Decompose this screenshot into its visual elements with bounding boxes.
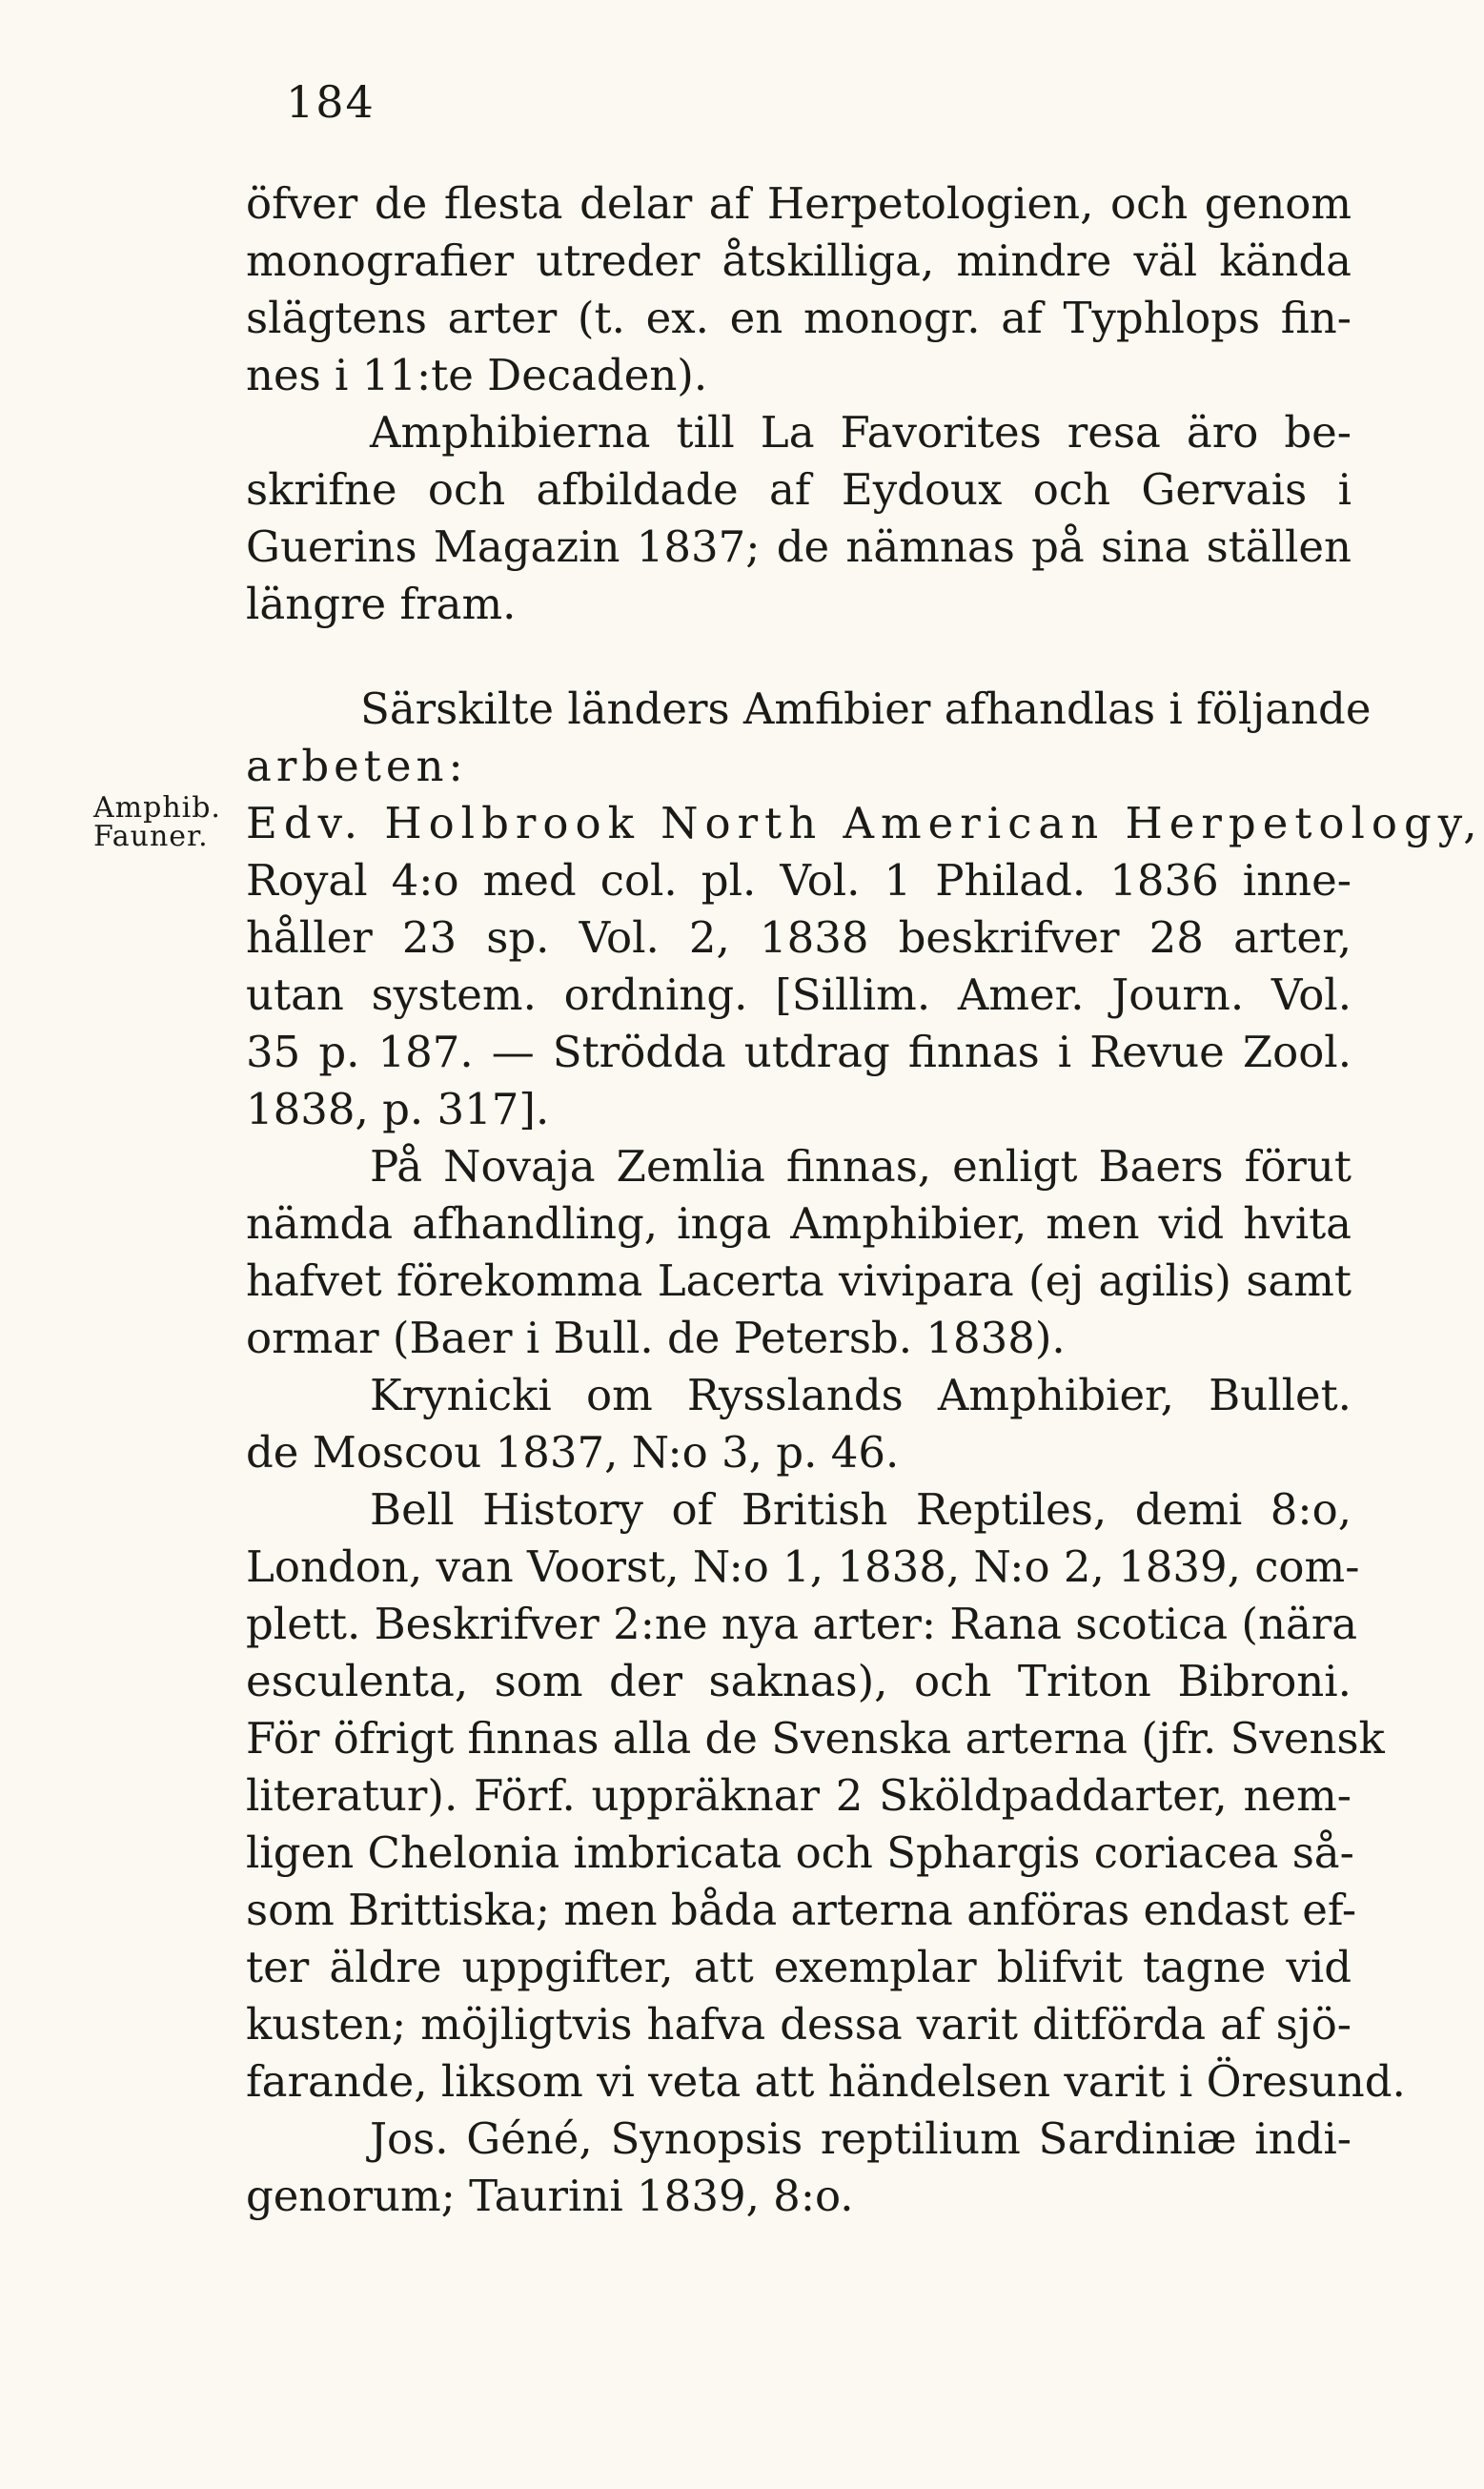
text-line: arbeten: — [246, 741, 468, 791]
text-line: hafvet förekomma Lacerta vivipara (ej agilis) samt — [246, 1255, 1352, 1306]
text-line: literatur). Förf. uppräknar 2 Sköldpaddarter, nem- — [246, 1770, 1352, 1821]
text-line: plett. Beskrifver 2:ne nya arter: Rana scotica (nära — [246, 1599, 1358, 1649]
page-number: 184 — [286, 76, 376, 128]
text-line: utan system. ordning. [Sillim. Amer. Journ. Vol. — [246, 969, 1352, 1020]
margin-note-line: Fauner. — [93, 820, 209, 853]
text-line: som Brittiska; men båda arterna anföras endast ef- — [246, 1885, 1357, 1935]
text-line: London, van Voorst, N:o 1, 1838, N:o 2, 1839, com- — [246, 1541, 1360, 1592]
text-line: kusten; möjligtvis hafva dessa varit ditförda af sjö- — [246, 1999, 1352, 2050]
text-line: farande, liksom vi veta att händelsen varit i Öresund. — [246, 2056, 1406, 2107]
text-line: 35 p. 187. — Strödda utdrag finnas i Revue Zool. — [246, 1027, 1352, 1077]
body-text — [246, 175, 1484, 2225]
text-line: Amphibierna till La Favorites resa äro be- — [370, 407, 1352, 458]
text-line: Royal 4:o med col. pl. Vol. 1 Philad. 1836 inne- — [246, 855, 1352, 906]
margin-note-line: Amphib. — [93, 791, 221, 825]
text-line: esculenta, som der saknas), och Triton Bibroni. — [246, 1656, 1352, 1706]
text-line: Särskilte länders Amfibier afhandlas i följande — [360, 683, 1372, 734]
text-line: På Novaja Zemlia finnas, enligt Baers förut — [370, 1141, 1352, 1192]
margin-note — [93, 791, 221, 853]
text-line: nämda afhandling, inga Amphibier, men vid hvita — [246, 1198, 1352, 1249]
text-line: ter äldre uppgifter, att exemplar blifvit tagne vid — [246, 1942, 1352, 1992]
text-line: längre fram. — [246, 579, 517, 629]
text-line: Edv. Holbrook North American Herpetology, — [246, 798, 1484, 848]
text-line: Guerins Magazin 1837; de nämnas på sina ställen — [246, 521, 1352, 572]
paragraph-gap — [246, 633, 1352, 681]
text-line: öfver de flesta delar af Herpetologien, och genom — [246, 178, 1352, 229]
text-line: Krynicki om Rysslands Amphibier, Bullet. — [370, 1370, 1352, 1420]
text-line: genorum; Taurini 1839, 8:o. — [246, 2171, 854, 2221]
text-line: slägtens arter (t. ex. en monogr. af Typhlops fin- — [246, 293, 1352, 343]
text-line: nes i 11:te Decaden). — [246, 350, 708, 400]
text-line: ligen Chelonia imbricata och Sphargis coriacea så- — [246, 1827, 1354, 1878]
text-line: de Moscou 1837, N:o 3, p. 46. — [246, 1427, 900, 1478]
text-line: För öfrigt finnas alla de Svenska arterna (jfr. Svensk — [246, 1713, 1385, 1764]
text-line: håller 23 sp. Vol. 2, 1838 beskrifver 28 arter, — [246, 912, 1352, 963]
text-line: 1838, p. 317]. — [246, 1084, 550, 1134]
text-line: skrifne och afbildade af Eydoux och Gervais i — [246, 464, 1352, 515]
text-line: monografier utreder åtskilliga, mindre väl kända — [246, 235, 1352, 286]
text-line: ormar (Baer i Bull. de Petersb. 1838). — [246, 1313, 1066, 1363]
text-line: Jos. Géné, Synopsis reptilium Sardiniæ indi- — [370, 2113, 1352, 2164]
text-line: Bell History of British Reptiles, demi 8:o, — [370, 1484, 1352, 1535]
